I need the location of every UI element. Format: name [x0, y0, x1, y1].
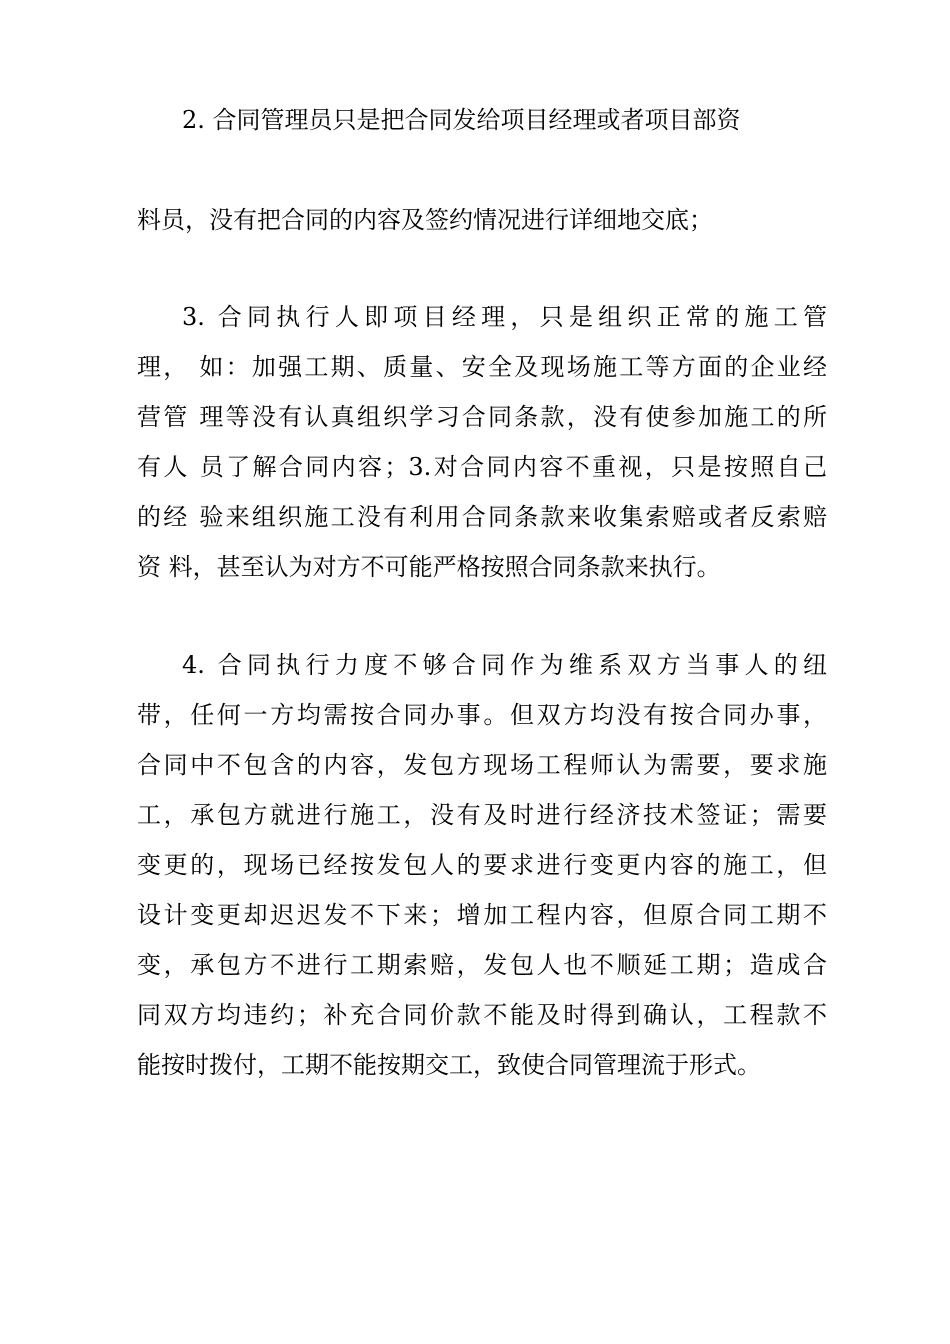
paragraph-3-line-6: 资 料，甚至认为对方不可能严格按照合同条款来执行。 — [137, 553, 721, 581]
paragraph-4-line-1: 4. 合同执行力度不够合同作为维系双方当事人的纽 — [182, 651, 827, 679]
paragraph-4-line-7: 变，承包方不进行工期索赔，发包人也不顺延工期；造成合 — [137, 951, 827, 979]
paragraph-3-line-5: 的经 验来组织施工没有利用合同条款来收集索赔或者反索赔 — [137, 503, 827, 531]
paragraph-3-line-2: 理， 如：加强工期、质量、安全及现场施工等方面的企业经 — [137, 353, 827, 381]
paragraph-4-line-9: 能按时拨付，工期不能按期交工，致使合同管理流于形式。 — [137, 1051, 761, 1079]
paragraph-2-line-2: 料员，没有把合同的内容及签约情况进行详细地交底； — [137, 206, 713, 234]
paragraph-4-line-2: 带，任何一方均需按合同办事。但双方均没有按合同办事， — [137, 701, 827, 729]
paragraph-4-line-4: 工，承包方就进行施工，没有及时进行经济技术签证；需要 — [137, 801, 827, 829]
paragraph-4-line-6: 设计变更却迟迟发不下来；增加工程内容，但原合同工期不 — [137, 901, 827, 929]
paragraph-4-line-8: 同双方均违约；补充合同价款不能及时得到确认，工程款不 — [137, 1001, 827, 1029]
paragraph-4-line-3: 合同中不包含的内容，发包方现场工程师认为需要，要求施 — [137, 751, 827, 779]
paragraph-4-line-5: 变更的，现场已经按发包人的要求进行变更内容的施工，但 — [137, 851, 827, 879]
paragraph-3-line-4: 有人 员了解合同内容；3.对合同内容不重视，只是按照自己 — [137, 453, 827, 481]
paragraph-3-line-3: 营管 理等没有认真组织学习合同条款，没有使参加施工的所 — [137, 403, 827, 431]
paragraph-3-line-1: 3. 合同执行人即项目经理，只是组织正常的施工管 — [182, 303, 827, 331]
paragraph-2-line-1: 2. 合同管理员只是把合同发给项目经理或者项目部资 — [182, 106, 741, 134]
